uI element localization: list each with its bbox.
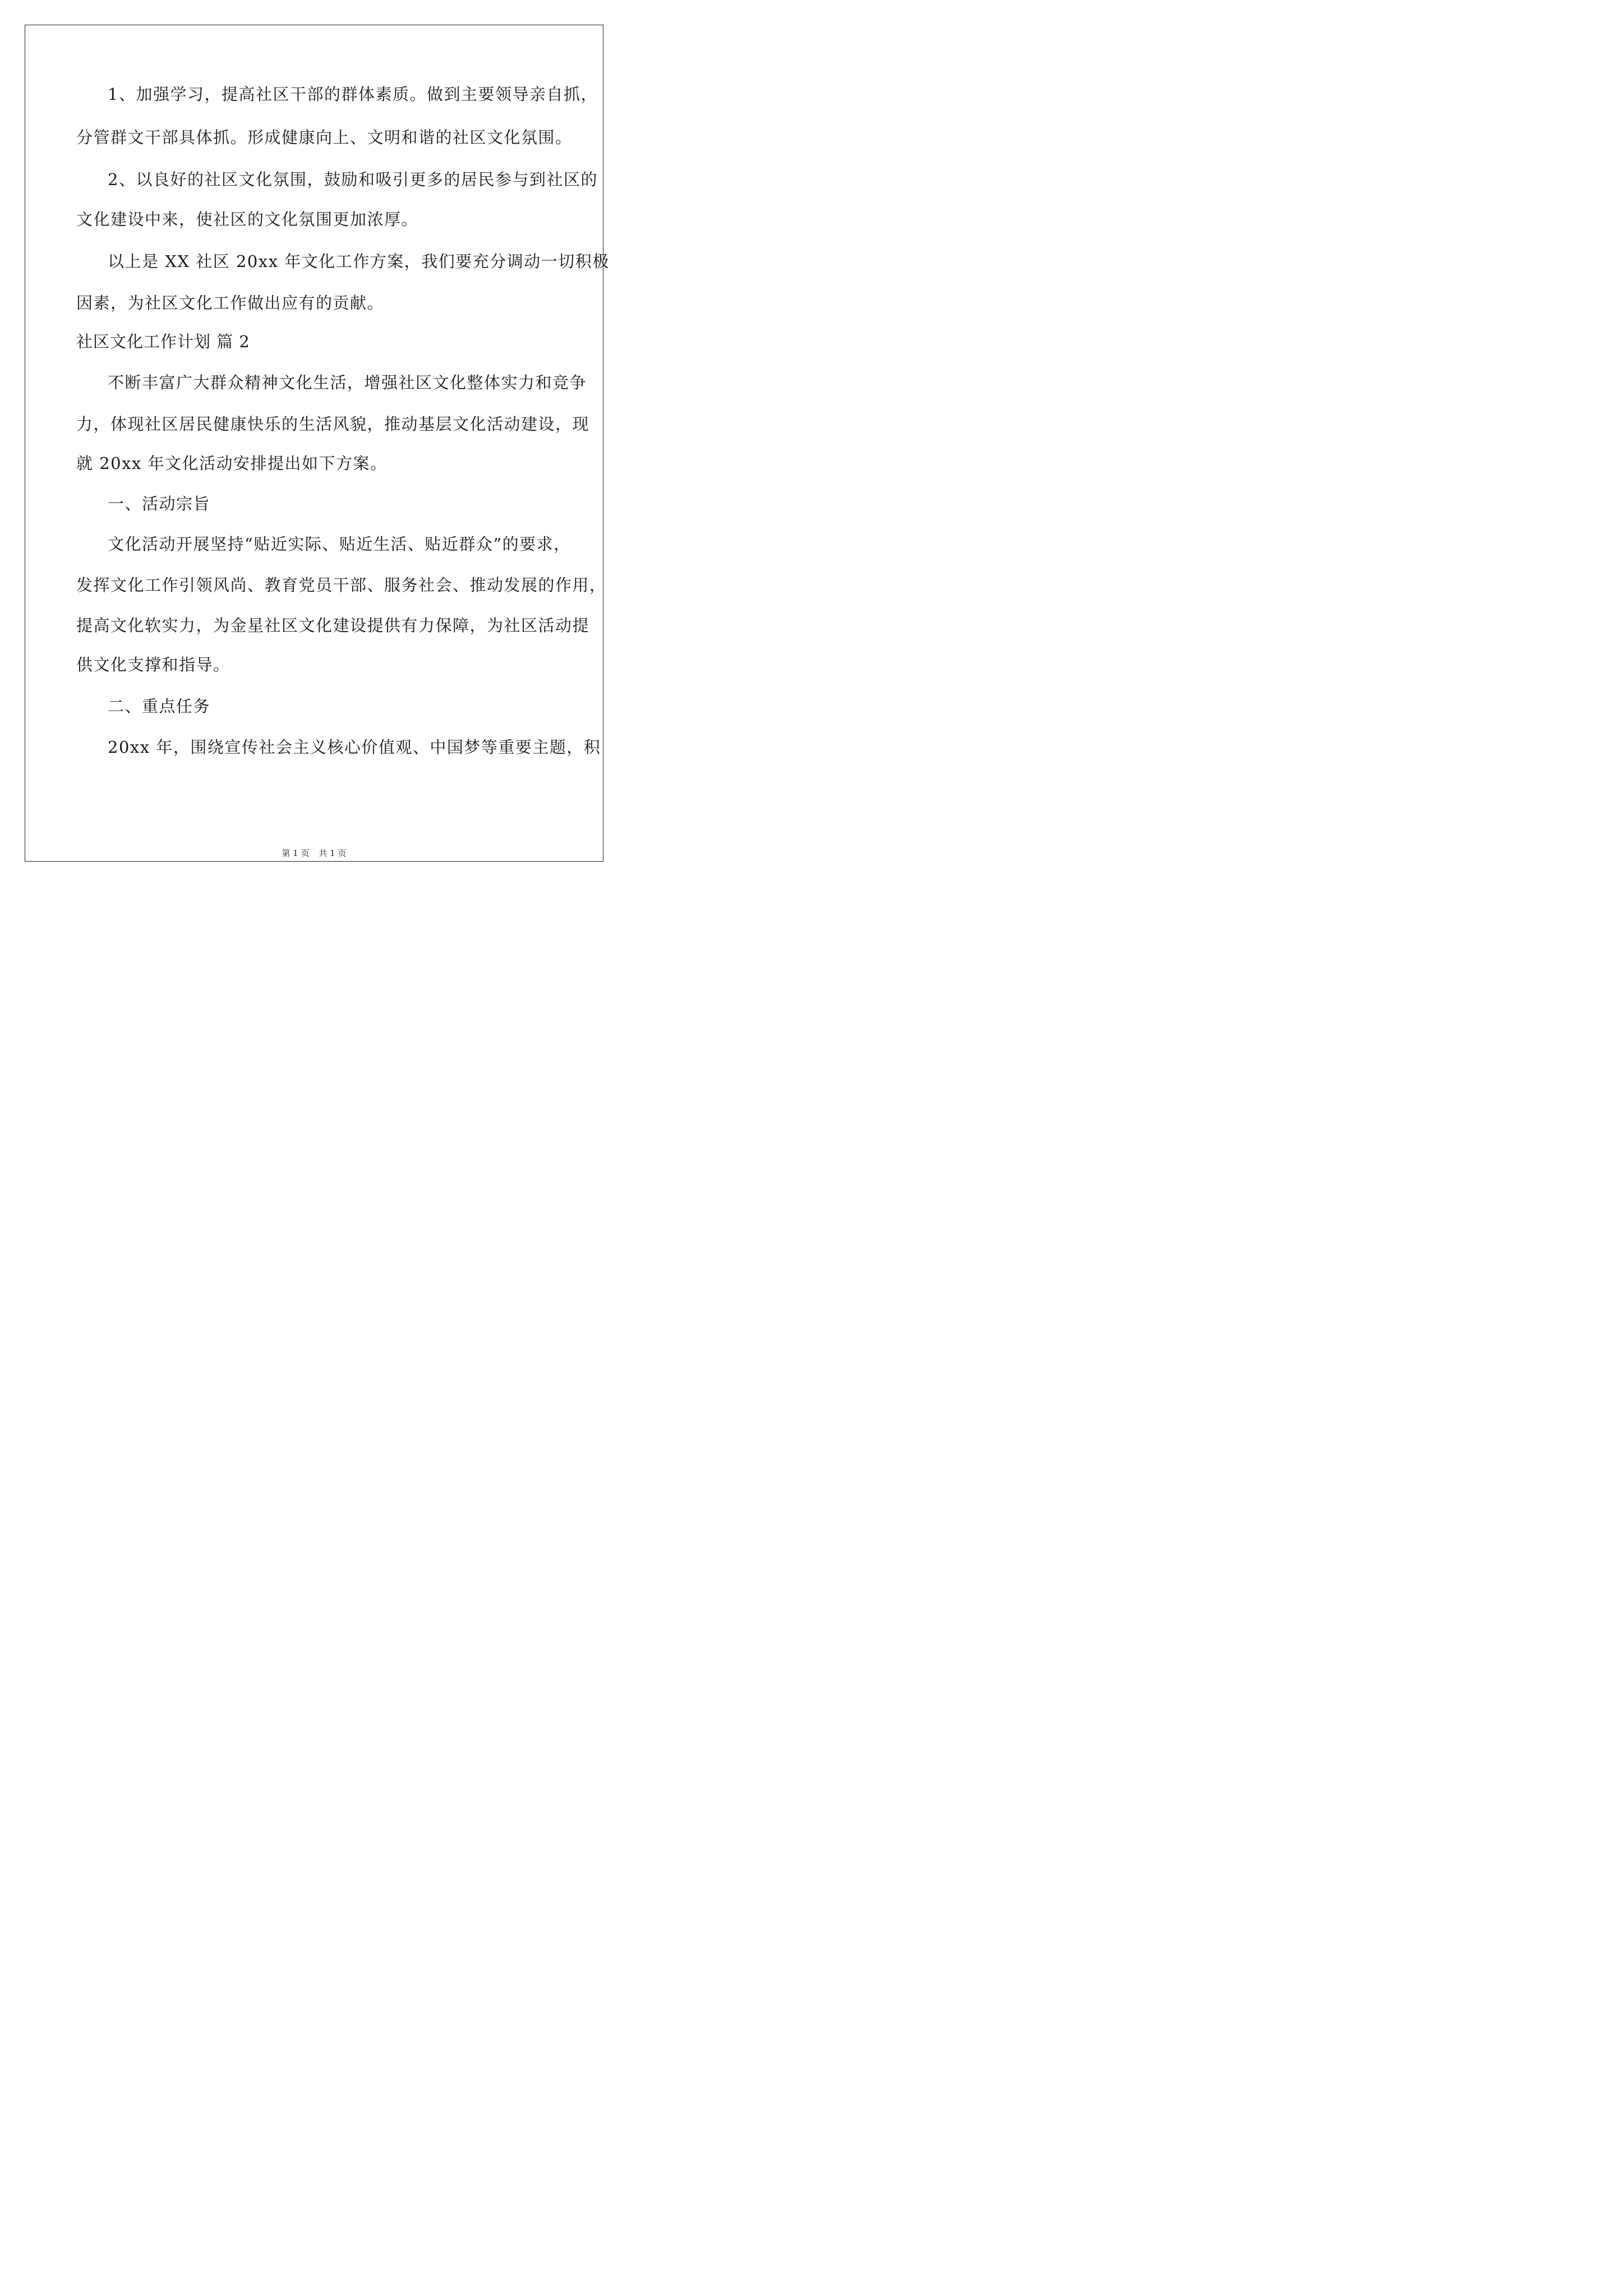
paragraph-line: 20xx 年，围绕宣传社会主义核心价值观、中国梦等重要主题，积 — [108, 738, 601, 757]
subheading: 一、活动宗旨 — [108, 494, 211, 513]
paragraph-line: 供文化支撑和指导。 — [76, 655, 230, 674]
paragraph-line: 就 20xx 年文化活动安排提出如下方案。 — [76, 454, 388, 473]
subheading: 二、重点任务 — [108, 697, 211, 716]
page-total: 共 1 页 — [319, 848, 347, 858]
paragraph-line: 以上是 XX 社区 20xx 年文化工作方案，我们要充分调动一切积极 — [108, 252, 610, 271]
paragraph-line: 因素，为社区文化工作做出应有的贡献。 — [76, 293, 385, 312]
paragraph-line: 1、加强学习，提高社区干部的群体素质。做到主要领导亲自抓， — [108, 85, 598, 104]
paragraph-line: 发挥文化工作引领风尚、教育党员干部、服务社会、推动发展的作用， — [76, 576, 607, 595]
paragraph-line: 2、以良好的社区文化氛围，鼓励和吸引更多的居民参与到社区的 — [108, 170, 598, 189]
page-number: 第 1 页 — [282, 848, 310, 858]
paragraph-line: 不断丰富广大群众精神文化生活，增强社区文化整体实力和竞争 — [108, 373, 587, 392]
paragraph-line: 文化活动开展坚持“贴近实际、贴近生活、贴近群众”的要求， — [108, 535, 571, 554]
paragraph-line: 力，体现社区居民健康快乐的生活风貌，推动基层文化活动建设，现 — [76, 415, 590, 434]
paragraph-line: 分管群文干部具体抓。形成健康向上、文明和谐的社区文化氛围。 — [76, 128, 573, 147]
page-footer — [0, 847, 628, 859]
section-heading: 社区文化工作计划 篇 2 — [76, 332, 250, 351]
paragraph-line: 文化建设中来，使社区的文化氛围更加浓厚。 — [76, 210, 419, 229]
paragraph-line: 提高文化软实力，为金星社区文化建设提供有力保障，为社区活动提 — [76, 616, 590, 635]
